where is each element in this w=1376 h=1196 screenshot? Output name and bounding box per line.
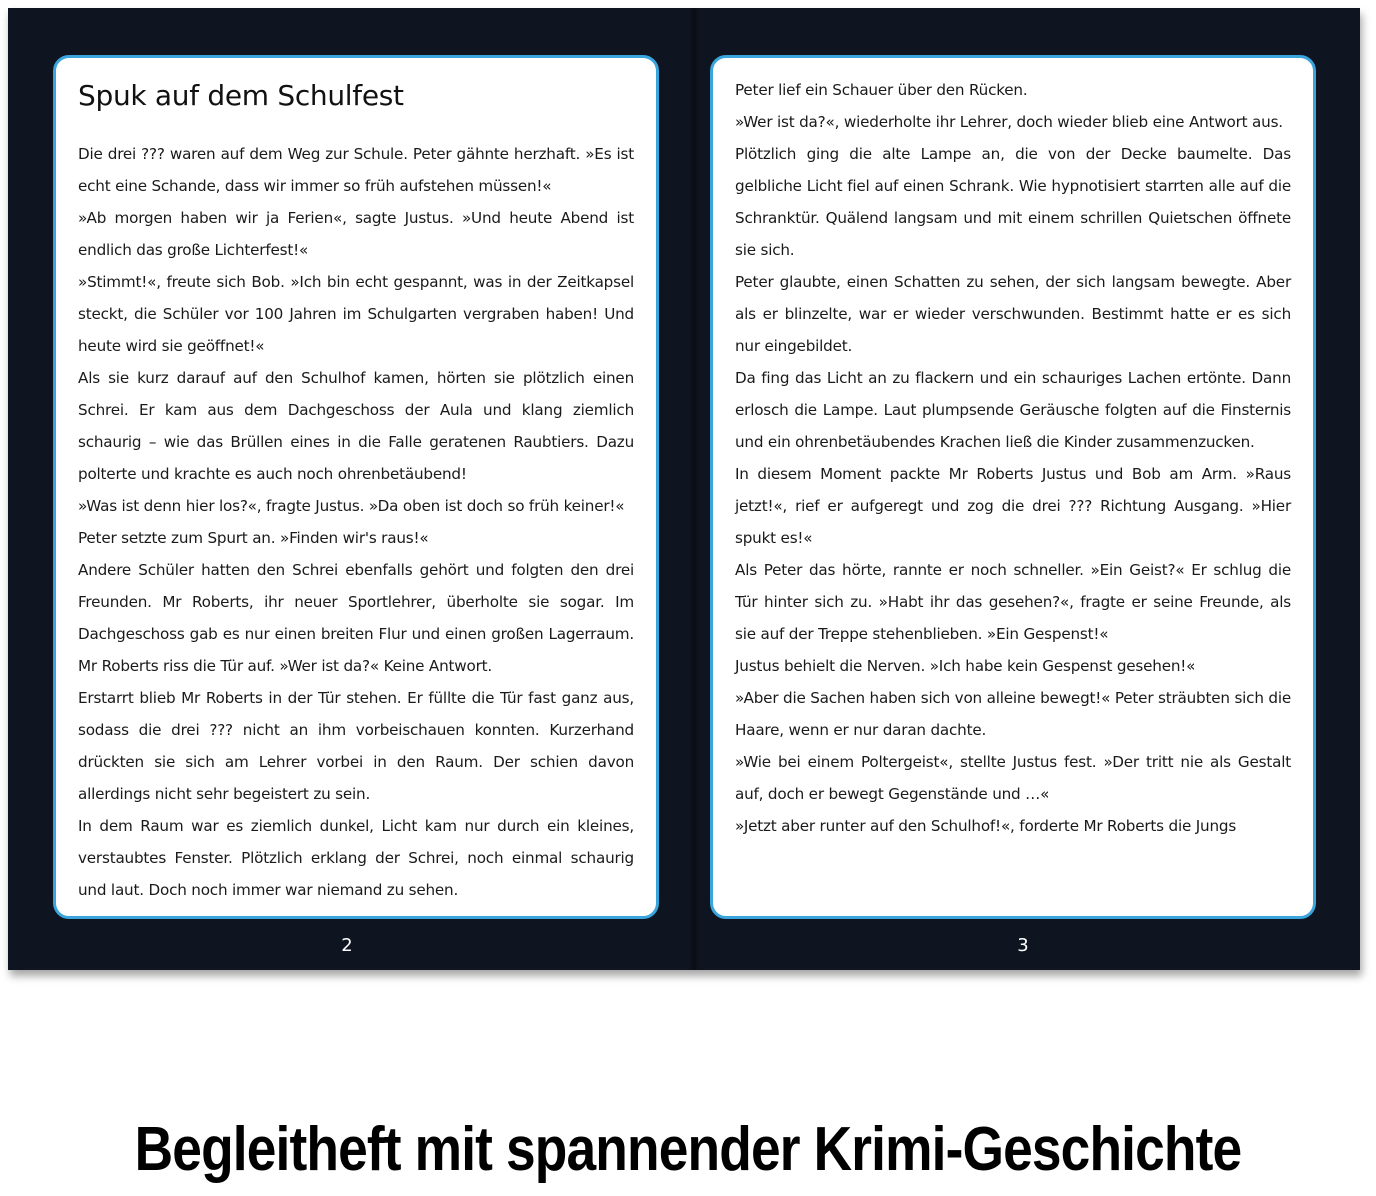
page-number-left: 2 bbox=[341, 935, 353, 956]
right-paragraph-6: In diesem Moment packte Mr Roberts Justus und Bob am Arm. »Raus jetzt!«, rief er aufgeregt und zog die drei ??? Richtung Ausgang. »Hier spukt es!« bbox=[735, 465, 1291, 547]
right-paragraph-8: Justus behielt die Nerven. »Ich habe kein Gespenst gesehen!« bbox=[735, 657, 1196, 675]
right-paragraph-3: Plötzlich ging die alte Lampe an, die von der Decke baumelte. Das gelbliche Licht fiel auf einen Schrank. Wie hypnotisiert starrten alle auf die Schranktür. Quälend langsam und mit einem schrillen Quietschen öffnete sie sich. bbox=[735, 145, 1291, 259]
right-paragraph-2: »Wer ist da?«, wiederholte ihr Lehrer, doch wieder blieb eine Antwort aus. bbox=[735, 113, 1283, 131]
left-paragraph-6: Peter setzte zum Spurt an. »Finden wir's raus!« bbox=[78, 529, 429, 547]
left-paragraph-5: »Was ist denn hier los?«, fragte Justus. »Da oben ist doch so früh keiner!« bbox=[78, 497, 625, 515]
right-paragraph-5: Da fing das Licht an zu flackern und ein schauriges Lachen ertönte. Dann erlosch die Lampe. Laut plumpsende Geräusche folgten auf die Finsternis und ein ohrenbetäubendes Krachen ließ die Kinder zusammenzucken. bbox=[735, 369, 1291, 451]
right-paragraph-1: Peter lief ein Schauer über den Rücken. bbox=[735, 81, 1028, 99]
page-fold bbox=[688, 8, 700, 970]
right-paragraph-11: »Jetzt aber runter auf den Schulhof!«, forderte Mr Roberts die Jungs bbox=[735, 817, 1237, 835]
left-paragraph-3: »Stimmt!«, freute sich Bob. »Ich bin echt gespannt, was in der Zeitkapsel steckt, die Schüler vor 100 Jahren im Schulgarten vergraben haben! Und heute wird sie geöffnet!« bbox=[78, 273, 634, 355]
left-paragraph-4: Als sie kurz darauf auf den Schulhof kamen, hörten sie plötzlich einen Schrei. Er kam aus dem Dachgeschoss der Aula und klang ziemlich schaurig – wie das Brüllen eines in die Falle geratenen Raubtiers. Dazu polterte und krachte es auch noch ohrenbetäubend! bbox=[78, 369, 634, 483]
left-paragraph-8: Erstarrt blieb Mr Roberts in der Tür stehen. Er füllte die Tür fast ganz aus, sodass die drei ??? nicht an ihm vorbeischauen konnten. Kurzerhand drückten sie sich am Lehrer vorbei in den Raum. Der schien davon allerdings nicht sehr begeistert zu sein. bbox=[78, 689, 634, 803]
right-paragraph-9: »Aber die Sachen haben sich von alleine bewegt!« Peter sträubten sich die Haare, wenn er nur daran dachte. bbox=[735, 689, 1291, 739]
story-title: Spuk auf dem Schulfest bbox=[78, 79, 404, 112]
right-paragraph-7: Als Peter das hörte, rannte er noch schneller. »Ein Geist?« Er schlug die Tür hinter sich zu. »Habt ihr das gesehen?«, fragte er seine Freunde, als sie auf der Treppe stehenblieben. »Ein Gespenst!« bbox=[735, 561, 1291, 643]
left-page-panel bbox=[53, 55, 659, 919]
right-paragraph-4: Peter glaubte, einen Schatten zu sehen, der sich langsam bewegte. Aber als er blinzelte, war er wieder verschwunden. Bestimmt hatte er es sich nur eingebildet. bbox=[735, 273, 1291, 355]
right-paragraph-10: »Wie bei einem Poltergeist«, stellte Justus fest. »Der tritt nie als Gestalt auf, doch er bewegt Gegenstände und …« bbox=[735, 753, 1291, 803]
left-paragraph-2: »Ab morgen haben wir ja Ferien«, sagte Justus. »Und heute Abend ist endlich das große Lichterfest!« bbox=[78, 209, 634, 259]
right-page-panel bbox=[710, 55, 1316, 919]
page-number-right: 3 bbox=[1017, 935, 1029, 956]
left-paragraph-7: Andere Schüler hatten den Schrei ebenfalls gehört und folgten den drei Freunden. Mr Roberts, ihr neuer Sportlehrer, überholte sie sogar. Im Dachgeschoss gab es nur einen breiten Flur und einen großen Lagerraum. Mr Roberts riss die Tür auf. »Wer ist da?« Keine Antwort. bbox=[78, 561, 634, 675]
left-paragraph-9: In dem Raum war es ziemlich dunkel, Licht kam nur durch ein kleines, verstaubtes Fenster. Plötzlich erklang der Schrei, noch einmal schaurig und laut. Doch noch immer war niemand zu sehen. bbox=[78, 817, 634, 899]
left-paragraph-1: Die drei ??? waren auf dem Weg zur Schule. Peter gähnte herzhaft. »Es ist echt eine Schande, dass wir immer so früh aufstehen müssen!« bbox=[78, 145, 634, 195]
product-caption: Begleitheft mit spannender Krimi-Geschichte bbox=[134, 1115, 1242, 1184]
booklet-spread bbox=[8, 8, 1360, 970]
